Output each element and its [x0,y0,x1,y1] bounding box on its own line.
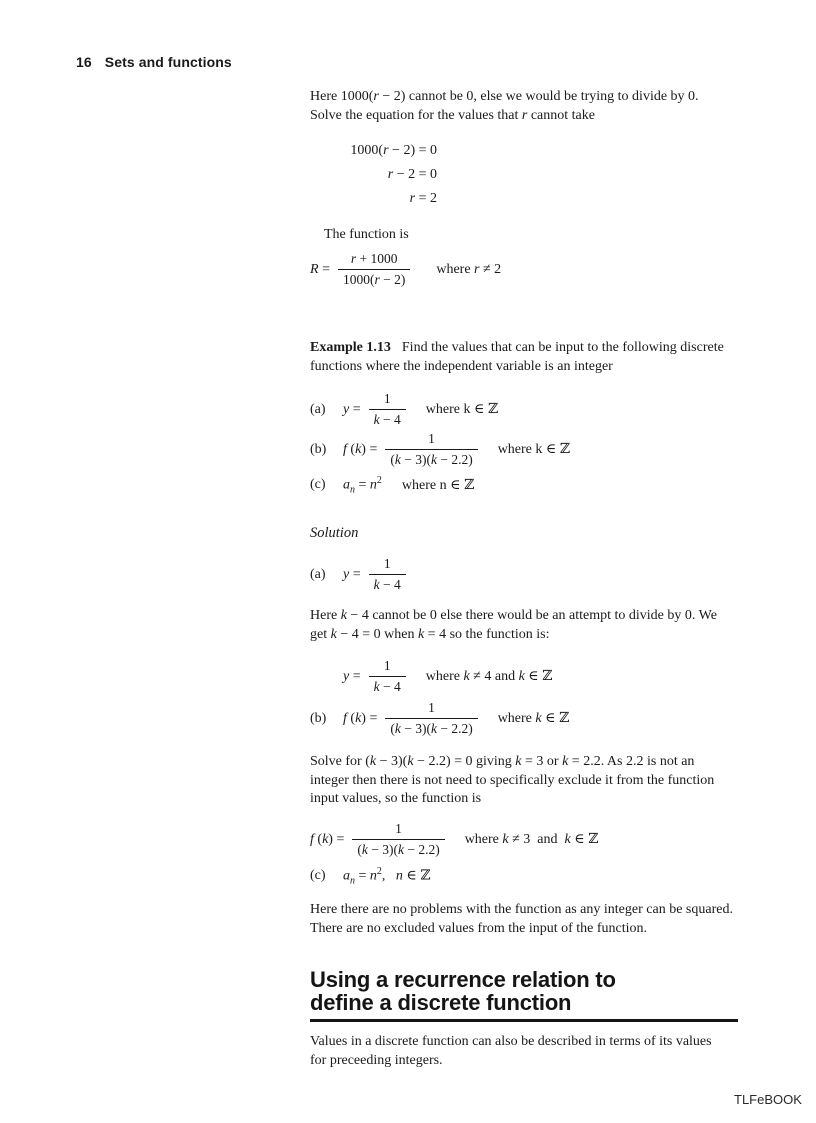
paragraph-solution-b: Solve for (k − 3)(k − 2.2) = 0 giving k = 3 or k = 2.2. As 2.2 is not an integer then there is not need to specifically exclude it from the function input values, so the function is [310,754,715,806]
fraction [369,556,406,593]
fraction-denominator: k − 4 [369,676,406,695]
paragraph-intro: Here 1000(r − 2) cannot be 0, else we would be trying to divide by 0. Solve the equation for the values that r cannot take [310,89,699,123]
where-clause: where k ≠ 3 and k ∈ ℤ [464,832,599,847]
item-label: (c) [310,868,326,884]
fraction-numerator: 1 [383,556,391,571]
solution-equation-c [310,866,439,886]
solution-equation-b [310,700,569,737]
equation-lhs: f (k) = [343,710,378,726]
paragraph-outro: Values in a discrete function can also be described in terms of its values for preceeding integers. [310,1034,712,1068]
fraction-denominator: (k − 3)(k − 2.2) [385,718,477,737]
where-clause: where n ∈ ℤ [401,477,475,493]
equation-lhs: y = [343,668,361,684]
equation-lhs: y = [343,566,361,582]
heading-rule [310,1019,738,1022]
function-item-a [310,391,498,428]
equation-R [310,251,501,288]
chapter-title: Sets and functions [104,54,232,70]
item-label: (a) [310,401,326,417]
solution-equation-a [310,556,406,593]
fraction-denominator: k − 4 [369,409,406,428]
fraction-denominator: (k − 3)(k − 2.2) [385,449,477,468]
equation-lhs: f (k) = [343,441,378,457]
fraction [369,391,406,428]
fraction [352,821,444,858]
footer-watermark: TLFeBOOK [734,1092,802,1107]
equation-lhs: f (k) = [310,831,345,847]
where-clause: where k ∈ ℤ [497,442,570,457]
equation-lhs: y = [343,401,361,417]
section-heading [310,968,616,1014]
equation-line: 1000(r − 2) = 0 [350,143,437,158]
paragraph-solution-a: Here k − 4 cannot be 0 else there would be an attempt to divide by 0. We get k − 4 = 0 when k = 4 so the function is: [310,608,717,642]
fraction-numerator: 1 [428,431,435,446]
function-item-b [310,431,570,468]
section-heading-line1: Using a recurrence relation to [310,967,616,992]
running-head [76,54,232,70]
equation-steps [310,139,437,211]
fraction-numerator: r + 1000 [350,251,398,266]
paragraph-solution-c: Here there are no problems with the function as any integer can be squared. There are no excluded values from the input of the function. [310,902,733,936]
where-clause: where k ∈ ℤ [425,402,499,417]
fraction-numerator: 1 [395,821,402,836]
fraction [338,251,410,288]
example-paragraph [310,339,740,376]
fraction-numerator: 1 [383,658,391,673]
where-clause: where k ≠ 4 and k ∈ ℤ [425,669,553,684]
fraction-denominator: 1000(r − 2) [338,269,410,288]
example-label: Example 1.13 [310,340,391,355]
equation-line: r − 2 = 0 [387,167,437,182]
fraction [385,431,477,468]
item-label: (a) [310,566,326,582]
fraction-numerator: 1 [383,391,391,406]
section-heading-line2: define a discrete function [310,990,572,1015]
text-function-is: The function is [324,227,409,242]
fraction [385,700,477,737]
solution-label: Solution [310,525,359,541]
page-number: 16 [76,54,92,70]
equation-b-result [310,821,598,858]
fraction [369,658,406,695]
item-label: (b) [310,441,327,457]
function-item-c [310,475,474,495]
item-label: (c) [310,477,326,493]
equation-lhs: R = [310,261,330,277]
item-label: (b) [310,710,327,726]
fraction-denominator: (k − 3)(k − 2.2) [352,839,444,858]
fraction-denominator: k − 4 [369,574,406,593]
example-text: Find the values that can be input to the following discrete functions where the independent variable is an integer [310,340,724,374]
fraction-numerator: 1 [428,700,435,715]
equation-body: $a_n = n^2$, n ∈ ℤ [343,866,431,887]
equation-a-result [343,658,552,695]
where-clause: where r ≠ 2 [436,261,502,277]
equation-line: r = 2 [409,191,437,206]
where-clause: where k ∈ ℤ [497,711,570,726]
equation-body: $a_n = n^2$ [343,475,382,496]
